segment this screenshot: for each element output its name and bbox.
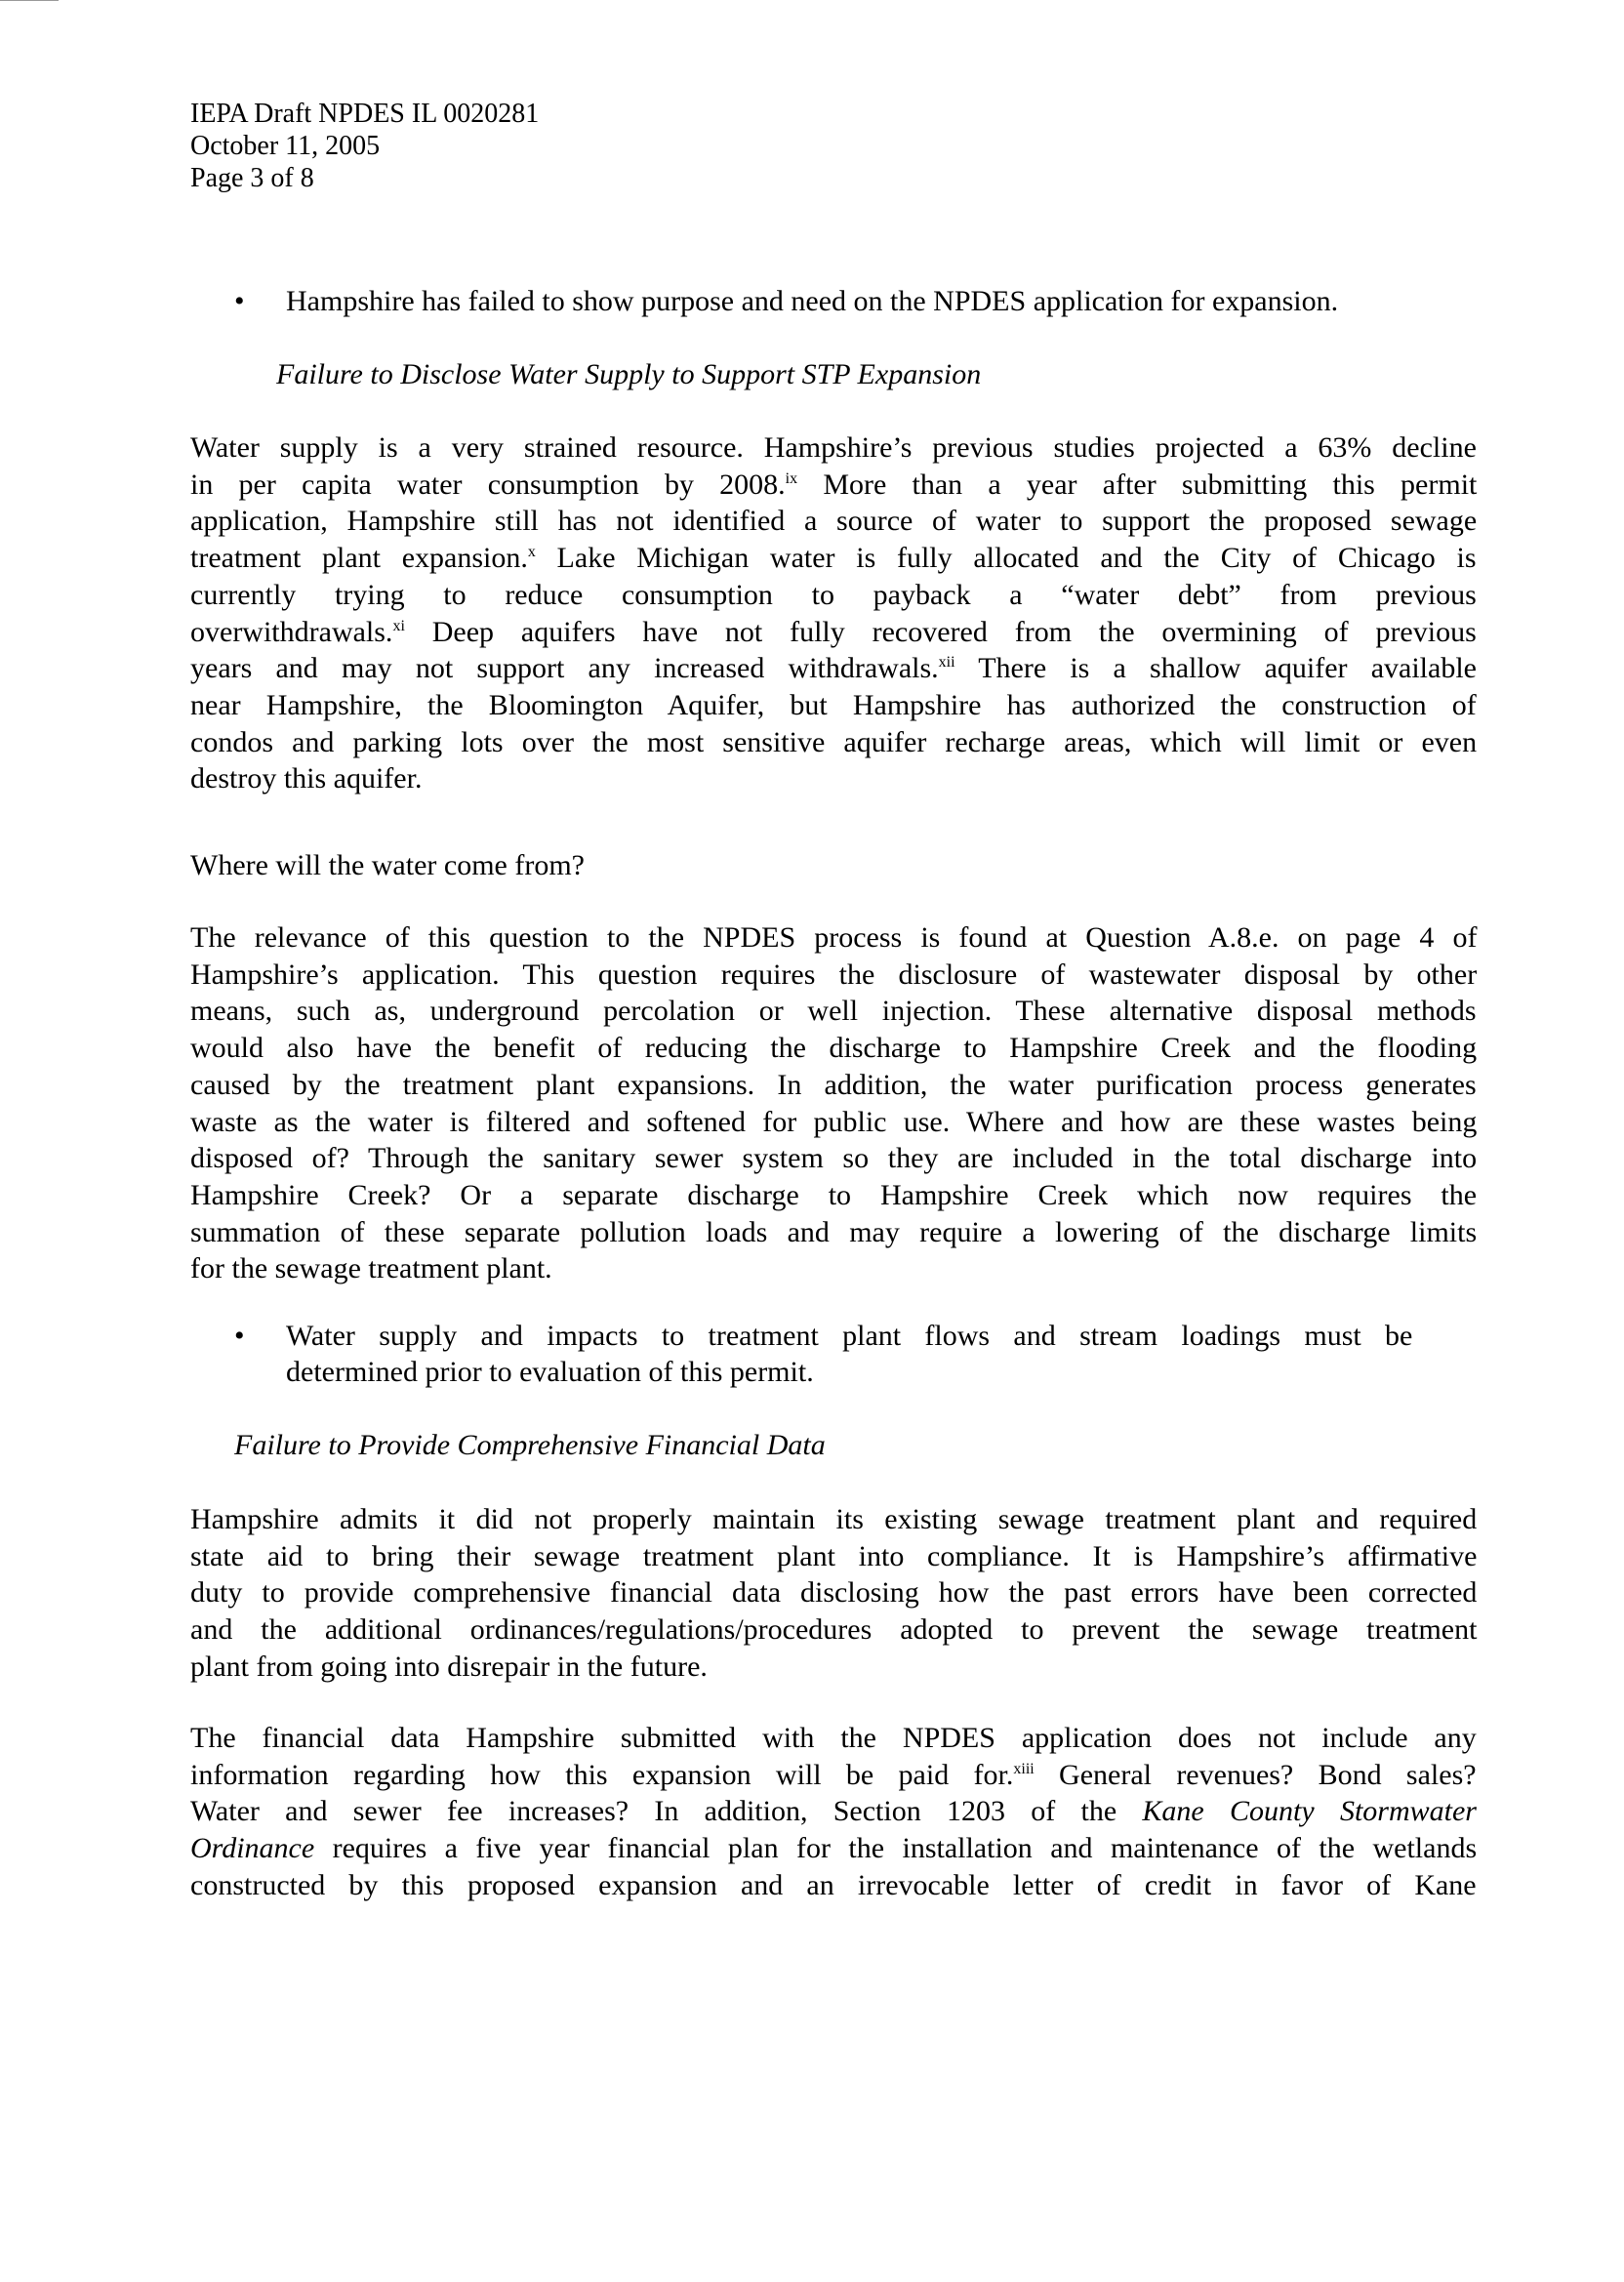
bullet-text: Hampshire has failed to show purpose and need on the NPDES application for expansion. bbox=[286, 285, 1339, 317]
text-line: constructed by this proposed expansion and an irrevocable letter of credit in favor of Kane bbox=[190, 1868, 1477, 1901]
bullet-glyph: • bbox=[234, 1320, 245, 1352]
text-line: The relevance of this question to the NPDES process is found at Question A.8.e. on page 4 of bbox=[190, 921, 1478, 954]
text-line: Water and sewer fee increases? In addition, Section 1203 of the Kane County Stormwater bbox=[190, 1795, 1477, 1828]
text-line: in per capita water consumption by 2008.$^{ix}$ More than a year after submitting this permit bbox=[190, 468, 1478, 501]
text-line: caused by the treatment plant expansions. In addition, the water purification process generates bbox=[190, 1068, 1477, 1101]
bullet-text bbox=[286, 1318, 1412, 1390]
text-line: waste as the water is filtered and softened for public use. Where and how are these wastes being bbox=[190, 1105, 1478, 1138]
text-line: Where will the water come from? bbox=[190, 849, 585, 881]
text-line: near Hampshire, the Bloomington Aquifer, but Hampshire has authorized the construction of bbox=[190, 688, 1477, 721]
text-line: The financial data Hampshire submitted with the NPDES application does not include any bbox=[190, 1722, 1477, 1754]
header-page-number: Page 3 of 8 bbox=[190, 163, 314, 193]
page-header bbox=[190, 98, 539, 194]
text-line: condos and parking lots over the most sensitive aquifer recharge areas, which will limit or even bbox=[190, 725, 1478, 758]
text-line: disposed of? Through the sanitary sewer system so they are included in the total discharge into bbox=[190, 1142, 1478, 1175]
text-line: destroy this aquifer. bbox=[190, 762, 423, 795]
bullet-glyph: • bbox=[234, 285, 245, 317]
text-line: Hampshire admits it did not properly maintain its existing sewage treatment plant and required bbox=[190, 1503, 1478, 1535]
section-heading-financial: Failure to Provide Comprehensive Financial Data bbox=[234, 1429, 826, 1461]
text-line: for the sewage treatment plant. bbox=[190, 1252, 552, 1285]
citation-title: Ordinance bbox=[190, 1832, 315, 1865]
footnote-ref: xii bbox=[938, 654, 955, 672]
text-line: and the additional ordinances/regulations/procedures adopted to prevent the sewage treatment bbox=[190, 1613, 1478, 1647]
text-line: Water supply and impacts to treatment plant flows and stream loadings must be bbox=[286, 1320, 1413, 1352]
footnote-ref: xi bbox=[392, 617, 405, 634]
scan-edge-mark bbox=[0, 0, 59, 1]
text-line: treatment plant expansion.$^x$ Lake Michigan water is fully allocated and the City of Chicago is bbox=[190, 542, 1477, 575]
paragraph-maintenance bbox=[190, 1501, 1477, 1686]
text-line: Hampshire Creek? Or a separate discharge to Hampshire Creek which now requires the bbox=[190, 1178, 1478, 1211]
bullet-item-water-supply bbox=[234, 1318, 1412, 1390]
paragraph-relevance bbox=[190, 919, 1477, 1287]
text-line: Hampshire’s application. This question requires the disclosure of wastewater disposal by other bbox=[190, 958, 1478, 991]
header-permit-id: IEPA Draft NPDES IL 0020281 bbox=[190, 99, 540, 129]
text-line: would also have the benefit of reducing the discharge to Hampshire Creek and the flooding bbox=[190, 1032, 1478, 1065]
paragraph-financial-data bbox=[190, 1720, 1477, 1904]
text-line: determined prior to evaluation of this permit. bbox=[286, 1356, 814, 1388]
text-line: years and may not support any increased withdrawals.$^{xii}$ There is a shallow aquifer available bbox=[190, 652, 1477, 685]
footnote-ref: ix bbox=[785, 469, 798, 487]
footnote-ref: xiii bbox=[1013, 1760, 1035, 1777]
text-line: summation of these separate pollution loads and may require a lowering of the discharge limits bbox=[190, 1215, 1478, 1248]
question-line bbox=[190, 847, 1477, 884]
text-line: state aid to bring their sewage treatment plant into compliance. It is Hampshire’s affirmative bbox=[190, 1539, 1478, 1572]
text-line: plant from going into disrepair in the future. bbox=[190, 1650, 708, 1683]
paragraph-water-supply bbox=[190, 429, 1477, 797]
bullet-item-purpose bbox=[234, 283, 1412, 319]
text-line: overwithdrawals.$^{xi}$ Deep aquifers have not fully recovered from the overmining of previous bbox=[190, 615, 1477, 648]
text-line: means, such as, underground percolation or well injection. These alternative disposal methods bbox=[190, 995, 1477, 1028]
section-heading-water-supply: Failure to Disclose Water Supply to Support STP Expansion bbox=[276, 358, 982, 390]
text-line: information regarding how this expansion will be paid for.$^{xiii}$ General revenues? Bond sales? bbox=[190, 1758, 1477, 1791]
text-line: duty to provide comprehensive financial data disclosing how the past errors have been corrected bbox=[190, 1576, 1478, 1610]
header-date: October 11, 2005 bbox=[190, 131, 381, 161]
text-line: Water supply is a very strained resource. Hampshire’s previous studies projected a 63% decline bbox=[190, 431, 1477, 464]
footnote-ref: x bbox=[527, 544, 536, 561]
text-line: currently trying to reduce consumption to payback a “water debt” from previous bbox=[190, 578, 1477, 611]
text-line: application, Hampshire still has not identified a source of water to support the proposed sewage bbox=[190, 505, 1478, 538]
citation-title: Kane County Stormwater bbox=[1142, 1795, 1477, 1828]
text-line: Ordinance requires a five year financial plan for the installation and maintenance of the wetlands bbox=[190, 1832, 1478, 1865]
